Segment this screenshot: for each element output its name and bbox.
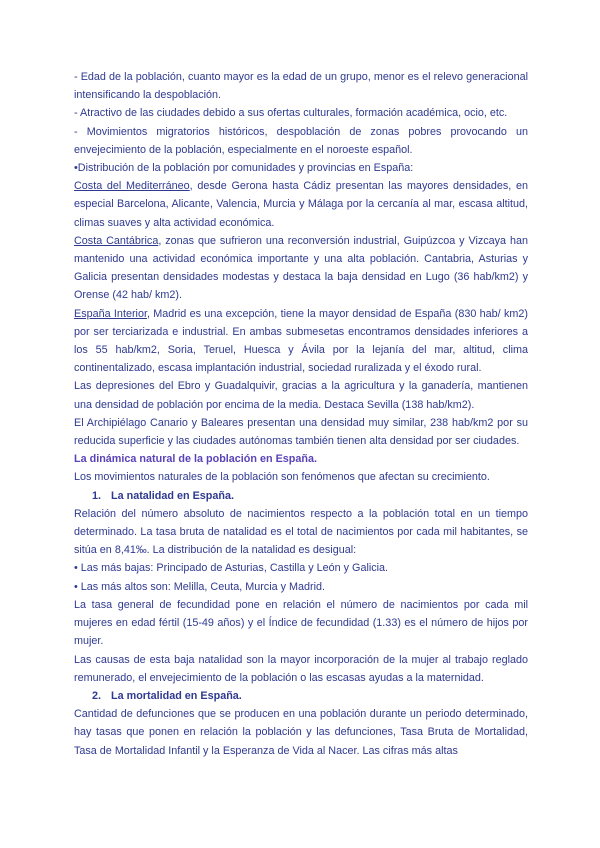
- subheading-mortality-number: 2.: [92, 689, 102, 702]
- paragraph-cantabrian: [74, 232, 528, 305]
- bullet-highest: • Las más altos son: Melilla, Ceuta, Murcia y Madrid.: [74, 580, 326, 593]
- paragraph-depressions: Las depresiones del Ebro y Guadalquivir, gracias a la agricultura y la ganadería, mantienen una densidad de población por encima de la media. Destaca Sevilla (138 hab/km2).: [74, 380, 528, 411]
- subheading-mortality: [74, 687, 528, 705]
- paragraph-age: - Edad de la población, cuanto mayor es la edad de un grupo, menor es el relevo generacional intensificando la despoblación.: [74, 71, 528, 102]
- paragraph-distribution: •Distribución de la población por comunidades y provincias en España:: [74, 162, 414, 175]
- cantabrian-label: Costa Cantábrica: [74, 234, 159, 247]
- paragraph-archipelago: El Archipiélago Canario y Baleares presentan una densidad muy similar, 238 hab/km2 por su reducida superficie y las ciudades autónomas también tienen alta densidad por ser ciudades.: [74, 416, 528, 448]
- paragraph-natality: Relación del número absoluto de nacimientos respecto a la población total en un tiempo determinado. La tasa bruta de natalidad es el total de nacimientos por cada mil habitantes, se sitúa en 8,41‰. La distribución de la natalidad es desigual:: [74, 507, 528, 557]
- subheading-natality: [74, 487, 528, 505]
- interior-label: España Interior: [74, 307, 147, 320]
- subheading-mortality-title: La mortalidad en España.: [111, 689, 242, 702]
- subheading-natality-title: La natalidad en España.: [111, 489, 234, 502]
- paragraph-cities: - Atractivo de las ciudades debido a sus ofertas culturales, formación académica, ocio, etc.: [74, 107, 508, 120]
- paragraph-mortality: Cantidad de defunciones que se producen en una población durante un periodo determinado, hay tasas que ponen en relación la población y las defunciones, Tasa Bruta de Mortalidad, Tasa de Mortalidad Infantil y la Esperanza de Vida al Nacer. Las cifras más altas: [74, 708, 528, 757]
- paragraph-fertility: La tasa general de fecundidad pone en relación el número de nacimientos por cada mil mujeres en edad fértil (15-49 años) y el Índice de fecundidad (1.33) es el número de hijos por mujer.: [74, 598, 528, 648]
- paragraph-interior: [74, 305, 528, 378]
- paragraph-mediterranean: [74, 177, 528, 232]
- interior-text: , Madrid es una excepción, tiene la mayor densidad de España (830 hab/ km2) por ser terciarizada e industrial. En ambas submesetas encontramos densidades inferiores a los 55 hab/km2, Soria, Teruel, Huesca y Ávila por la lejanía del mar, altitud, clima continentalizado, escasa implantación industrial, sociedad ruralizada y el éxodo rural.: [74, 307, 528, 375]
- section-heading: La dinámica natural de la población en España.: [74, 453, 317, 466]
- paragraph-causes: Las causas de esta baja natalidad son la mayor incorporación de la mujer al trabajo reglado remunerado, el envejecimiento de la población o las escasas ayudas a la maternidad.: [74, 653, 528, 684]
- paragraph-intro: Los movimientos naturales de la población son fenómenos que afectan su crecimiento.: [74, 471, 490, 484]
- paragraph-migration: - Movimientos migratorios históricos, despoblación de zonas pobres provocando un envejecimiento de la población, especialmente en el noroeste español.: [74, 125, 528, 156]
- mediterranean-label: Costa del Mediterráneo: [74, 180, 190, 193]
- subheading-natality-number: 1.: [92, 489, 102, 502]
- cantabrian-text: , zonas que sufrieron una reconversión industrial, Guipúzcoa y Vizcaya han mantenido una actividad económica importante y una alta población. Cantabria, Asturias y Galicia presentan densidades modestas y destaca la baja densidad en Lugo (36 hab/km2) y Orense (42 hab/ km2).: [74, 234, 528, 302]
- mediterranean-text: , desde Gerona hasta Cádiz presentan las mayores densidades, en especial Barcelona, Alicante, Valencia, Murcia y Málaga por la cercanía al mar, escasa altitud, climas suaves y alta actividad económica.: [74, 180, 529, 229]
- bullet-lowest: • Las más bajas: Principado de Asturias, Castilla y León y Galicia.: [74, 562, 389, 575]
